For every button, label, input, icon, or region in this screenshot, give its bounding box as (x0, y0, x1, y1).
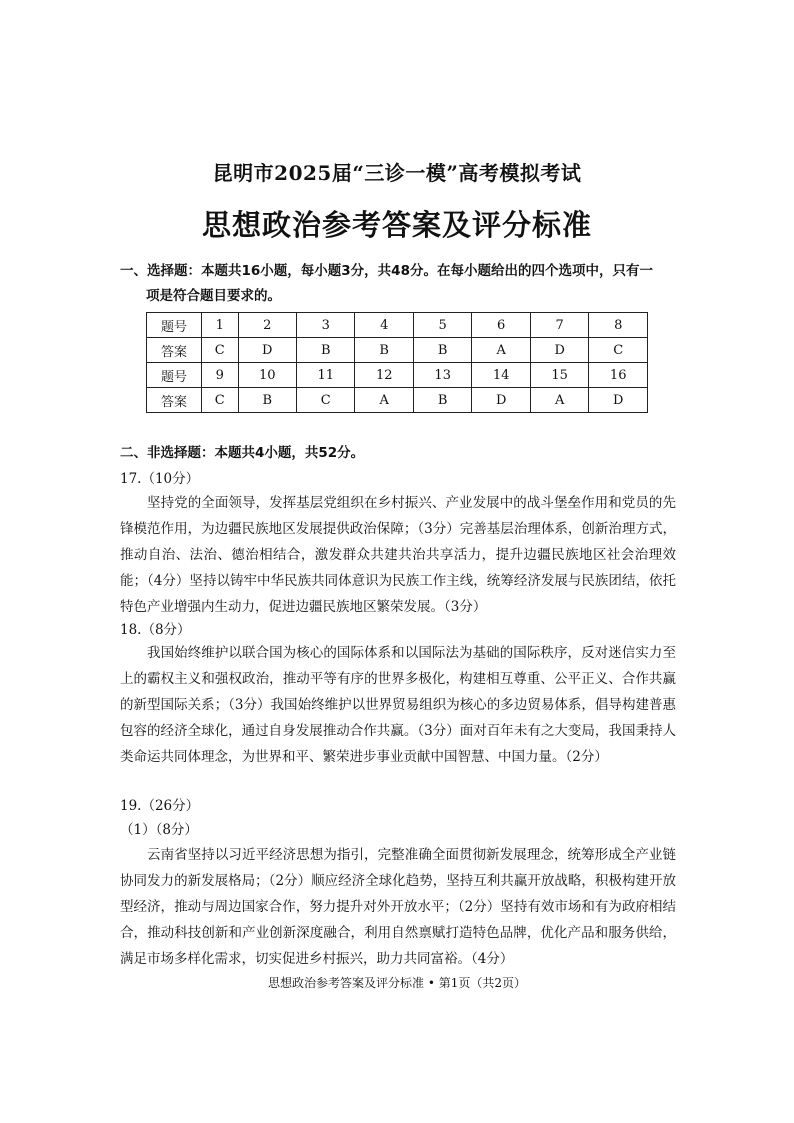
table-cell: 9 (202, 363, 239, 388)
q19-label: 19.（26分） (120, 798, 200, 814)
section1-heading-line2: 项是符合题目要求的。 (146, 288, 281, 304)
table-cell: 10 (238, 363, 296, 388)
table-cell: D (472, 388, 530, 413)
table-cell: 3 (296, 313, 354, 338)
q17-label: 17.（10分） (120, 471, 200, 487)
section2-heading: 二、非选择题：本题共4小题，共52分。 (120, 445, 365, 461)
table-cell: C (202, 338, 239, 363)
q19-sub1-answer: 云南省坚持以习近平经济思想为指引，完整准确全面贯彻新发展理念，统筹形成全产业链协同发力的新发展格局；（2分）顺应经济全球化趋势，坚持互利共赢开放战略，积极构建开放型经济，推动与周边国家合作，努力提升对外开放水平；（2分）坚持有效市场和有为政府相结合，推动科技创新和产业创新深度融合，利用自然禀赋打造特色品牌，优化产品和服务供给，满足市场多样化需求，切实促进乡村振兴，助力共同富裕。（4分） (120, 847, 676, 967)
row-label-answer: 答案 (147, 388, 202, 413)
answer-table (146, 312, 648, 413)
table-cell: A (530, 388, 588, 413)
table-cell: A (472, 338, 530, 363)
q17-answer: 坚持党的全面领导，发挥基层党组织在乡村振兴、产业发展中的战斗堡垒作用和党员的先锋模范作用，为边疆民族地区发展提供政治保障；（3分）完善基层治理体系，创新治理方式，推动自治、法治、德治相结合，激发群众共建共治共享活力，提升边疆民族地区社会治理效能；（4分）坚持以铸牢中华民族共同体意识为民族工作主线，统筹经济发展与民族团结，依托特色产业增强内生动力，促进边疆民族地区繁荣发展。（3分） (120, 495, 676, 615)
table-cell: 1 (202, 313, 239, 338)
table-cell: 8 (589, 313, 648, 338)
table-cell: C (202, 388, 239, 413)
table-cell: 11 (296, 363, 354, 388)
table-cell: D (530, 338, 588, 363)
exam-title: 昆明市2025届“三诊一模”高考模拟考试 (212, 161, 582, 185)
table-cell: B (355, 338, 413, 363)
row-label-number: 题号 (147, 363, 202, 388)
table-cell: 4 (355, 313, 413, 338)
table-cell: 7 (530, 313, 588, 338)
table-row-numbers-2 (147, 363, 648, 388)
table-cell: C (589, 338, 648, 363)
table-cell: D (589, 388, 648, 413)
table-row-answers-1 (147, 338, 648, 363)
table-cell: 14 (472, 363, 530, 388)
table-cell: 16 (589, 363, 648, 388)
q18-answer: 我国始终维护以联合国为核心的国际体系和以国际法为基础的国际秩序，反对迷信实力至上的霸权主义和强权政治，推动平等有序的世界多极化，构建相互尊重、公平正义、合作共赢的新型国际关系；（3分）我国始终维护以世界贸易组织为核心的多边贸易体系，倡导构建普惠包容的经济全球化，通过自身发展推动合作共赢。（3分）面对百年未有之大变局，我国秉持人类命运共同体理念，为世界和平、繁荣进步事业贡献中国智慧、中国力量。（2分） (120, 645, 676, 765)
table-cell: A (355, 388, 413, 413)
q19-sub1-label: （1）（8分） (120, 822, 198, 838)
table-row-numbers-1 (147, 313, 648, 338)
table-row-answers-2 (147, 388, 648, 413)
section1-heading (120, 259, 680, 309)
table-cell: 12 (355, 363, 413, 388)
table-cell: D (238, 338, 296, 363)
table-cell: B (238, 388, 296, 413)
table-cell: 5 (413, 313, 471, 338)
row-label-answer: 答案 (147, 338, 202, 363)
row-label-number: 题号 (147, 313, 202, 338)
table-cell: B (296, 338, 354, 363)
table-cell: 6 (472, 313, 530, 338)
q18-label: 18.（8分） (120, 622, 191, 638)
table-cell: 2 (238, 313, 296, 338)
table-cell: 15 (530, 363, 588, 388)
document-title: 思想政治参考答案及评分标准 (201, 208, 592, 242)
table-cell: B (413, 338, 471, 363)
table-cell: C (296, 388, 354, 413)
table-cell: 13 (413, 363, 471, 388)
table-cell: B (413, 388, 471, 413)
page-footer: 思想政治参考答案及评分标准 • 第1页（共2页） (268, 976, 526, 990)
section1-heading-line1: 一、选择题：本题共16小题，每小题3分，共48分。在每小题给出的四个选项中，只有一 (120, 263, 653, 279)
